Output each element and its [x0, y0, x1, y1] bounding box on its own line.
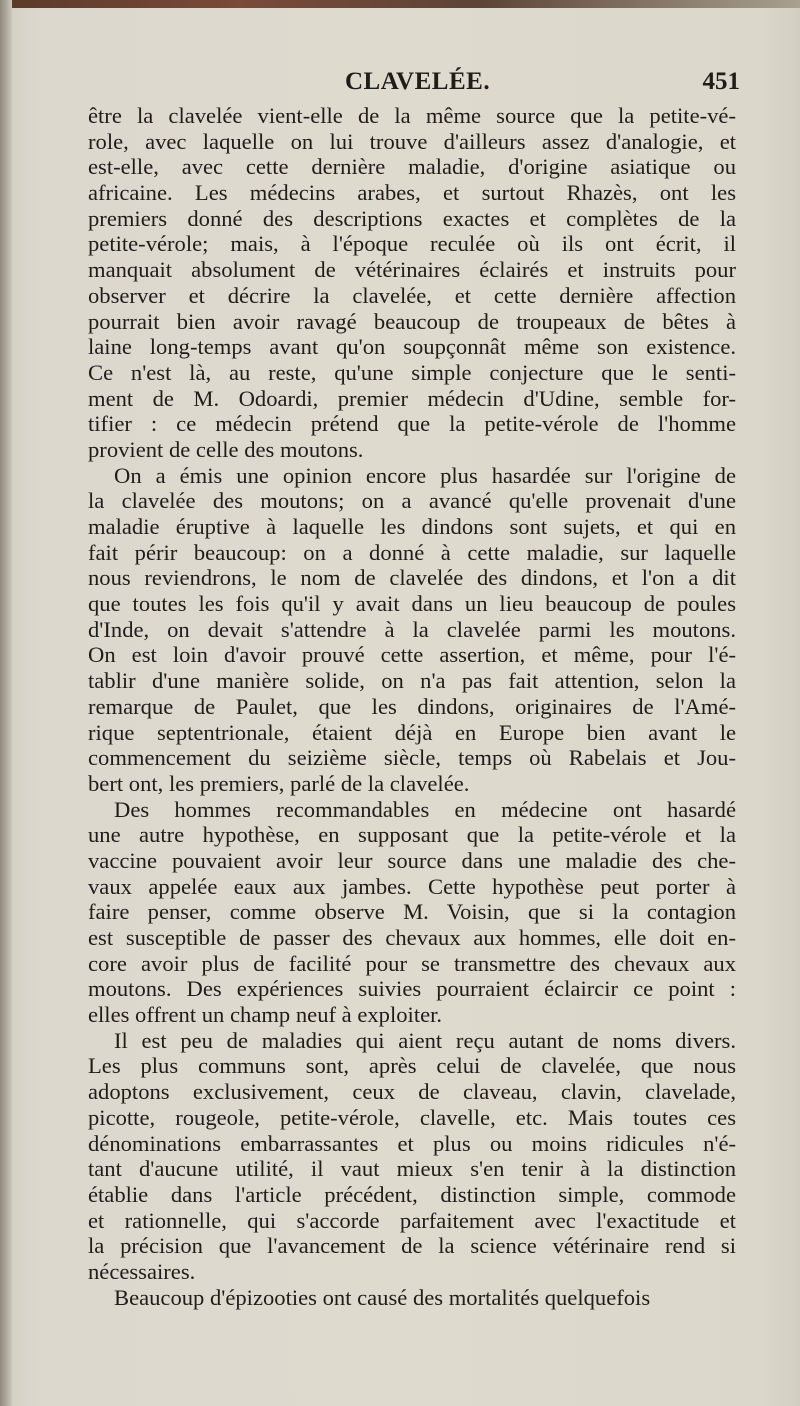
running-head	[90, 68, 740, 104]
text-line: Beaucoup d'épizooties ont causé des mortalités quelquefois	[114, 1284, 651, 1310]
text-line: maladie éruptive à laquelle les dindons sont sujets, et qui en	[88, 514, 736, 539]
text-line: observer et décrire la clavelée, et cette dernière affection	[88, 282, 736, 308]
text-line: que toutes les fois qu'il y avait dans un lieu beaucoup de poules	[88, 591, 736, 617]
text-line: provient de celle des moutons.	[88, 436, 364, 462]
text-line: et rationnelle, qui s'accorde parfaitement avec l'exactitude et	[88, 1207, 736, 1233]
text-line: moutons. Des expériences suivies pourraient éclaircir ce point :	[88, 976, 736, 1002]
text-line: établie dans l'article précédent, distinction simple, commode	[88, 1181, 736, 1207]
text-line: faire penser, comme observe M. Voisin, que si la contagion	[88, 899, 736, 925]
text-line: nous reviendrons, le nom de clavelée des dindons, et l'on a dit	[88, 565, 736, 591]
text-line: fait périr beaucoup: on a donné à cette maladie, sur laquelle	[88, 539, 736, 565]
body-text	[88, 103, 736, 1310]
text-line: tant d'aucune utilité, il vaut mieux s'en tenir à la distinction	[88, 1156, 736, 1182]
text-line: une autre hypothèse, en supposant que la petite-vérole et la	[88, 822, 736, 848]
text-line: être la clavelée vient-elle de la même source que la petite-vé-	[88, 103, 736, 128]
paragraph	[88, 1285, 736, 1311]
text-line: premiers donné des descriptions exactes et complètes de la	[88, 205, 736, 231]
text-line: nécessaires.	[88, 1258, 196, 1284]
text-line: bert ont, les premiers, parlé de la clavelée.	[88, 770, 470, 796]
text-line: adoptons exclusivement, ceux de claveau, clavin, clavelade,	[88, 1079, 736, 1105]
text-line: Les plus communs sont, après celui de clavelée, que nous	[88, 1053, 736, 1079]
page-top-edge	[0, 0, 800, 8]
binding-edge	[0, 0, 12, 1406]
paragraph	[88, 1028, 736, 1285]
text-line: On est loin d'avoir prouvé cette assertion, et même, pour l'é-	[88, 642, 736, 668]
text-line: remarque de Paulet, que les dindons, originaires de l'Amé-	[88, 693, 736, 719]
text-line: est susceptible de passer des chevaux aux hommes, elle doit en-	[88, 925, 736, 950]
text-line: picotte, rougeole, petite-vérole, clavelle, etc. Mais toutes ces	[88, 1104, 736, 1130]
text-line: la précision que l'avancement de la science vétérinaire rend si	[88, 1233, 736, 1259]
text-line: vaux appelée eaux aux jambes. Cette hypothèse peut porter à	[88, 873, 736, 899]
paragraph	[88, 103, 736, 463]
text-line: rique septentrionale, étaient déjà en Europe bien avant le	[88, 719, 736, 745]
text-line: la clavelée des moutons; on a avancé qu'elle provenait d'une	[88, 488, 736, 514]
text-line: tablir d'une manière solide, on n'a pas fait attention, selon la	[88, 668, 736, 694]
text-line: vaccine pouvaient avoir leur source dans une maladie des che-	[88, 847, 736, 873]
text-line: d'Inde, on devait s'attendre à la clavelée parmi les moutons.	[88, 616, 736, 642]
text-line: laine long-temps avant qu'on soupçonnât même son existence.	[88, 334, 736, 360]
text-line: ment de M. Odoardi, premier médecin d'Udine, semble for-	[88, 385, 736, 411]
text-line: manquait absolument de vétérinaires éclairés et instruits pour	[88, 257, 736, 283]
text-line: petite-vérole; mais, à l'époque reculée où ils ont écrit, il	[88, 231, 736, 257]
text-line: pourrait bien avoir ravagé beaucoup de troupeaux de bêtes à	[88, 308, 736, 334]
text-line: Des hommes recommandables en médecine ont hasardé	[114, 796, 736, 822]
text-line: tifier : ce médecin prétend que la petite-vérole de l'homme	[88, 411, 736, 437]
text-line: On a émis une opinion encore plus hasardée sur l'origine de	[114, 462, 736, 488]
text-line: Il est peu de maladies qui aient reçu autant de noms divers.	[114, 1027, 736, 1053]
text-line: africaine. Les médecins arabes, et surtout Rhazès, ont les	[88, 180, 736, 206]
text-line: elles offrent un champ neuf à exploiter.	[88, 1002, 443, 1028]
paragraph	[88, 797, 736, 1028]
text-line: commencement du seizième siècle, temps où Rabelais et Jou-	[88, 745, 736, 771]
text-line: core avoir plus de facilité pour se transmettre des chevaux aux	[88, 950, 736, 976]
text-line: Ce n'est là, au reste, qu'une simple conjecture que le senti-	[88, 359, 736, 385]
running-title: CLAVELÉE.	[345, 68, 491, 95]
text-line: dénominations embarrassantes et plus ou moins ridicules n'é-	[88, 1130, 736, 1156]
page-number: 451	[702, 68, 740, 95]
paragraph	[88, 463, 736, 797]
text-line: est-elle, avec cette dernière maladie, d'origine asiatique ou	[88, 154, 736, 180]
text-line: role, avec laquelle on lui trouve d'ailleurs assez d'analogie, et	[88, 128, 736, 154]
